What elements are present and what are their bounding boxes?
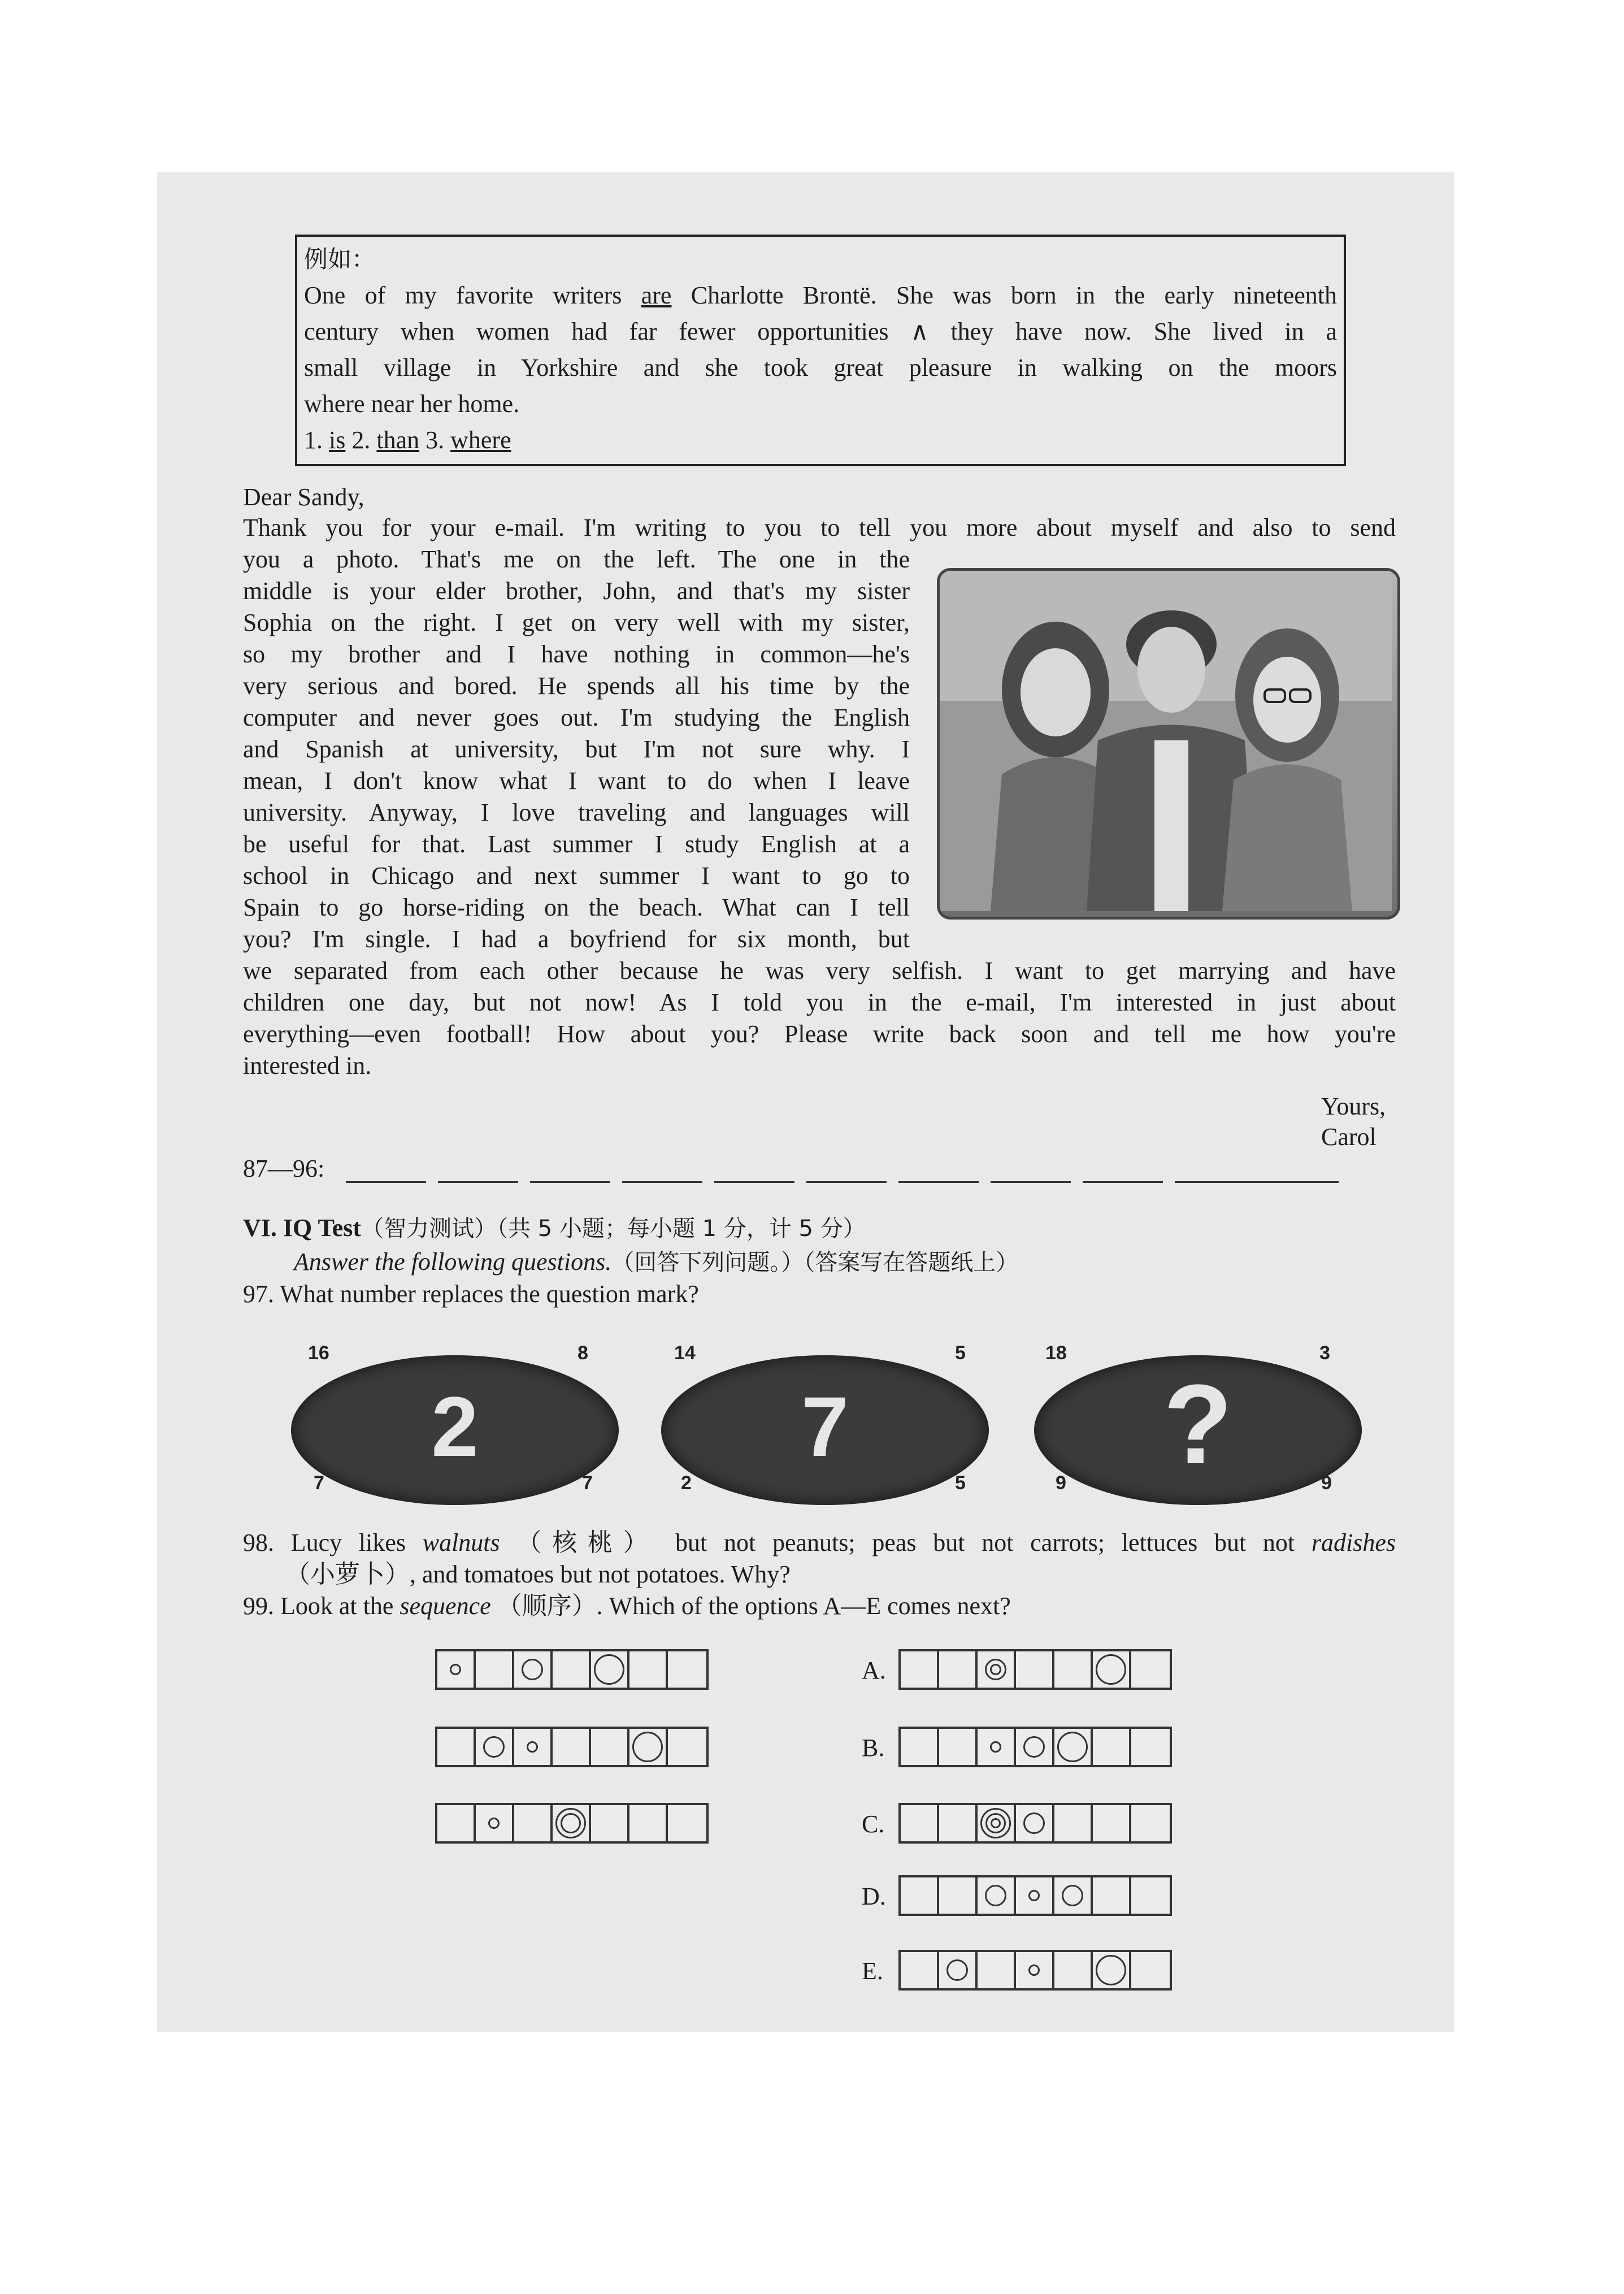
letter-closing: Yours,: [1321, 1092, 1386, 1120]
oval-3-bottom-right: 9: [1321, 1472, 1332, 1494]
option-c-strip[interactable]: [898, 1803, 1172, 1844]
strip-cell: [1054, 1877, 1093, 1914]
oval-3-top-right: 3: [1319, 1342, 1330, 1364]
q97-text: 97. What number replaces the question mark?: [243, 1280, 699, 1308]
example-box: [295, 235, 1346, 466]
strip-cell: [476, 1651, 514, 1688]
strip-cell: [476, 1805, 514, 1841]
letter-line: interested in.: [243, 1052, 372, 1079]
strip-cell: [1016, 1877, 1054, 1914]
oval-1: [291, 1355, 619, 1505]
answer-label: 87—96:: [243, 1155, 325, 1182]
strip-cell: [629, 1729, 668, 1765]
strip-cell: [901, 1952, 939, 1988]
letter-greeting: Dear Sandy,: [243, 483, 364, 511]
answer-blank-95[interactable]: [1083, 1181, 1163, 1183]
strip-cell: [1093, 1805, 1131, 1841]
strip-cell: [1054, 1651, 1093, 1688]
letter-line: we separated from each other because he was very selfish. I want to get marrying and have: [243, 957, 1396, 985]
letter-signature: Carol: [1321, 1123, 1377, 1151]
oval-1-top-right: 8: [577, 1342, 588, 1364]
strip-cell: [1131, 1952, 1170, 1988]
strip-cell: [1093, 1729, 1131, 1765]
oval-1-top-left: 16: [308, 1342, 329, 1364]
oval-2-top-right: 5: [955, 1342, 966, 1364]
section-title: VI. IQ Test（智力测试）（共 5 小题；每小题 1 分，计 5 分）: [243, 1214, 866, 1242]
option-e-strip[interactable]: [898, 1950, 1172, 1991]
strip-cell: [1016, 1651, 1054, 1688]
strip-cell: [591, 1729, 629, 1765]
letter-line: middle is your elder brother, John, and that's my sister: [243, 577, 910, 605]
strip-cell: [901, 1877, 939, 1914]
strip-cell: [978, 1729, 1016, 1765]
strip-cell: [939, 1952, 978, 1988]
answer-blank-96[interactable]: [1175, 1181, 1339, 1183]
option-e-label: E.: [862, 1957, 883, 1985]
letter-line: you? I'm single. I had a boyfriend for six month, but: [243, 925, 910, 953]
option-b-label: B.: [862, 1734, 885, 1762]
example-line-3: small village in Yorkshire and she took great pleasure in walking on the moors: [304, 354, 1337, 381]
oval-1-bottom-left: 7: [314, 1472, 324, 1494]
letter-line: mean, I don't know what I want to do when I leave: [243, 767, 910, 795]
letter-line: computer and never goes out. I'm studying the English: [243, 704, 910, 731]
strip-cell: [939, 1877, 978, 1914]
q98-line-1: 98. Lucy likes walnuts （核桃） but not peanuts; peas but not carrots; lettuces but not radishes: [243, 1529, 1396, 1556]
strip-cell: [514, 1805, 553, 1841]
answer-blank-89[interactable]: [530, 1181, 610, 1183]
strip-cell: [668, 1729, 706, 1765]
strip-cell: [1054, 1729, 1093, 1765]
letter-line: very serious and bored. He spends all his time by the: [243, 672, 910, 700]
option-a-label: A.: [862, 1656, 886, 1684]
answer-blank-90[interactable]: [622, 1181, 702, 1183]
q98-line-2: （小萝卜）, and tomatoes but not potatoes. Why?: [285, 1560, 791, 1588]
section-instruction: Answer the following questions.（回答下列问题。）（答案写在答题纸上）: [294, 1248, 1019, 1276]
oval-2: [661, 1355, 989, 1505]
strip-cell: [1016, 1805, 1054, 1841]
letter-line: school in Chicago and next summer I want to go to: [243, 862, 910, 890]
strip-cell: [978, 1651, 1016, 1688]
option-d-label: D.: [862, 1883, 886, 1910]
photo-three-friends: [937, 568, 1400, 920]
letter-line: everything—even football! How about you? Please write back soon and tell me how you're: [243, 1020, 1396, 1048]
oval-3-top-left: 18: [1045, 1342, 1067, 1364]
strip-cell: [1093, 1877, 1131, 1914]
option-d-strip[interactable]: [898, 1875, 1172, 1916]
strip-cell: [901, 1805, 939, 1841]
strip-cell: [476, 1729, 514, 1765]
strip-cell: [1131, 1651, 1170, 1688]
strip-cell: [1131, 1877, 1170, 1914]
oval-3-bottom-left: 9: [1056, 1472, 1066, 1494]
strip-cell: [629, 1651, 668, 1688]
oval-1-center-number: 2: [431, 1379, 479, 1474]
photo-illustration: [940, 571, 1392, 911]
strip-cell: [1016, 1952, 1054, 1988]
answer-blank-91[interactable]: [714, 1181, 794, 1183]
sequence-strip-1: [435, 1649, 709, 1690]
strip-cell: [591, 1651, 629, 1688]
strip-cell: [437, 1805, 476, 1841]
strip-cell: [514, 1651, 553, 1688]
strip-cell: [668, 1805, 706, 1841]
letter-line: and Spanish at university, but I'm not sure why. I: [243, 735, 910, 763]
answer-blank-88[interactable]: [438, 1181, 518, 1183]
strip-cell: [553, 1805, 591, 1841]
strip-cell: [1016, 1729, 1054, 1765]
oval-2-center-number: 7: [801, 1379, 849, 1474]
strip-cell: [437, 1729, 476, 1765]
q99-text: 99. Look at the sequence （顺序）. Which of the options A—E comes next?: [243, 1592, 1011, 1620]
strip-cell: [978, 1805, 1016, 1841]
example-line-4: where near her home.: [304, 390, 520, 418]
strip-cell: [1054, 1952, 1093, 1988]
letter-line: be useful for that. Last summer I study English at a: [243, 830, 910, 858]
option-a-strip[interactable]: [898, 1649, 1172, 1690]
answer-blank-87[interactable]: [346, 1181, 426, 1183]
letter-line: Spain to go horse-riding on the beach. What can I tell: [243, 894, 910, 921]
strip-cell: [901, 1651, 939, 1688]
example-heading: 例如：: [304, 245, 376, 273]
letter-line: Sophia on the right. I get on very well with my sister,: [243, 609, 910, 636]
sequence-strip-3: [435, 1803, 709, 1844]
strip-cell: [978, 1952, 1016, 1988]
oval-3-question-mark: ?: [1163, 1361, 1233, 1488]
example-line-1: One of my favorite writers are Charlotte Brontë. She was born in the early nineteenth: [304, 281, 1337, 309]
strip-cell: [668, 1651, 706, 1688]
option-c-label: C.: [862, 1810, 885, 1838]
answer-blank-93[interactable]: [898, 1181, 979, 1183]
option-b-strip[interactable]: [898, 1727, 1172, 1767]
strip-cell: [553, 1729, 591, 1765]
letter-line: children one day, but not now! As I told you in the e-mail, I'm interested in just about: [243, 988, 1396, 1016]
sequence-strip-2: [435, 1727, 709, 1767]
strip-cell: [591, 1805, 629, 1841]
letter-line: you a photo. That's me on the left. The one in the: [243, 545, 910, 573]
answer-blank-92[interactable]: [806, 1181, 887, 1183]
answer-blank-94[interactable]: [991, 1181, 1071, 1183]
example-line-2: century when women had far fewer opportunities ∧ they have now. She lived in a: [304, 318, 1337, 345]
strip-cell: [514, 1729, 553, 1765]
strip-cell: [978, 1877, 1016, 1914]
example-answers: 1. is 2. than 3. where: [304, 426, 511, 454]
letter-line: Thank you for your e-mail. I'm writing to you to tell you more about myself and also to send: [243, 514, 1396, 541]
strip-cell: [939, 1729, 978, 1765]
strip-cell: [1093, 1952, 1131, 1988]
oval-3: [1034, 1355, 1362, 1505]
letter-line: university. Anyway, I love traveling and languages will: [243, 799, 910, 826]
strip-cell: [939, 1651, 978, 1688]
strip-cell: [939, 1805, 978, 1841]
strip-cell: [553, 1651, 591, 1688]
oval-2-bottom-right: 5: [955, 1472, 966, 1494]
strip-cell: [1054, 1805, 1093, 1841]
strip-cell: [629, 1805, 668, 1841]
strip-cell: [1131, 1805, 1170, 1841]
strip-cell: [1131, 1729, 1170, 1765]
strip-cell: [1093, 1651, 1131, 1688]
letter-line: so my brother and I have nothing in common—he's: [243, 640, 910, 668]
oval-2-bottom-left: 2: [681, 1472, 692, 1494]
oval-1-bottom-right: 7: [582, 1472, 593, 1494]
oval-2-top-left: 14: [674, 1342, 696, 1364]
strip-cell: [437, 1651, 476, 1688]
strip-cell: [901, 1729, 939, 1765]
